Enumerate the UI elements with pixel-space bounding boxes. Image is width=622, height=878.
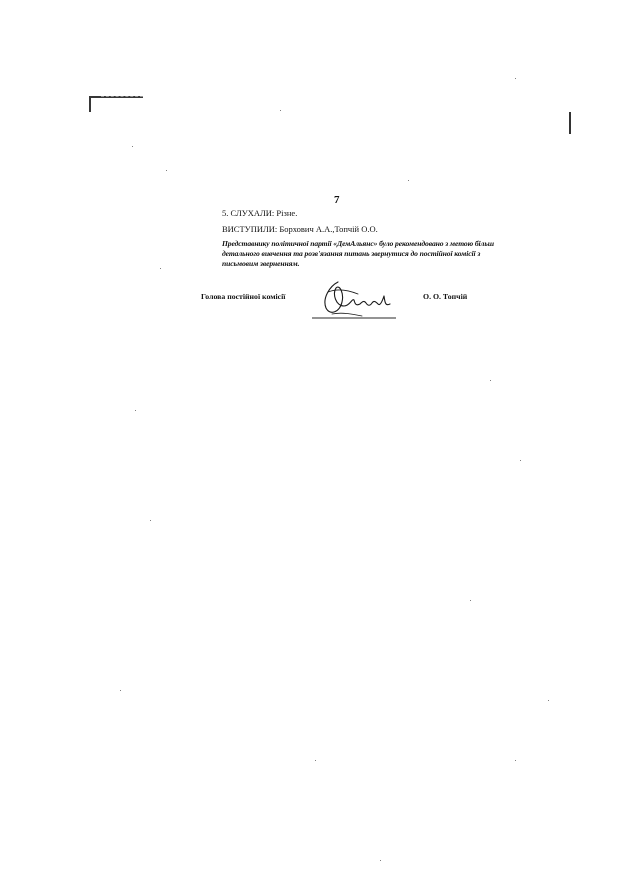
chair-name: О. О. Топчій [423, 292, 468, 301]
scan-speck [280, 110, 281, 111]
spoke-label: ВИСТУПИЛИ: [222, 224, 278, 234]
scan-speck [515, 760, 516, 761]
heard-line [222, 208, 297, 218]
handwritten-signature [308, 276, 400, 322]
scan-speck [515, 78, 516, 79]
scan-speck [548, 700, 549, 701]
scan-speck [150, 520, 151, 521]
chair-title: Голова постійної комісії [201, 292, 286, 301]
scan-speck [520, 460, 521, 461]
scan-speck [490, 380, 491, 381]
decision-paragraph: Представнику політичної партії «ДемАльянс» було рекомендовано з метою більш детального вивчення та розв'язання питань звернутися до постійної комісії з письмовим зверненням. [222, 239, 494, 268]
heard-text: Різне. [276, 208, 298, 218]
spoke-text: Борхович А.А.,Топчій О.О. [279, 224, 378, 234]
spoke-line [222, 224, 378, 234]
scan-speck [132, 146, 133, 147]
scan-edge-line [569, 112, 571, 134]
scan-speck [135, 410, 136, 411]
scan-speck [470, 600, 471, 601]
scan-speck [315, 760, 316, 761]
scan-corner-mark [89, 96, 143, 112]
scan-speck [120, 690, 121, 691]
scan-speck [408, 180, 409, 181]
scan-speck [160, 268, 161, 269]
page-number: 7 [334, 194, 340, 206]
scan-speck [380, 860, 381, 861]
scan-speck [166, 170, 167, 171]
heard-label: 5. СЛУХАЛИ: [222, 208, 275, 218]
